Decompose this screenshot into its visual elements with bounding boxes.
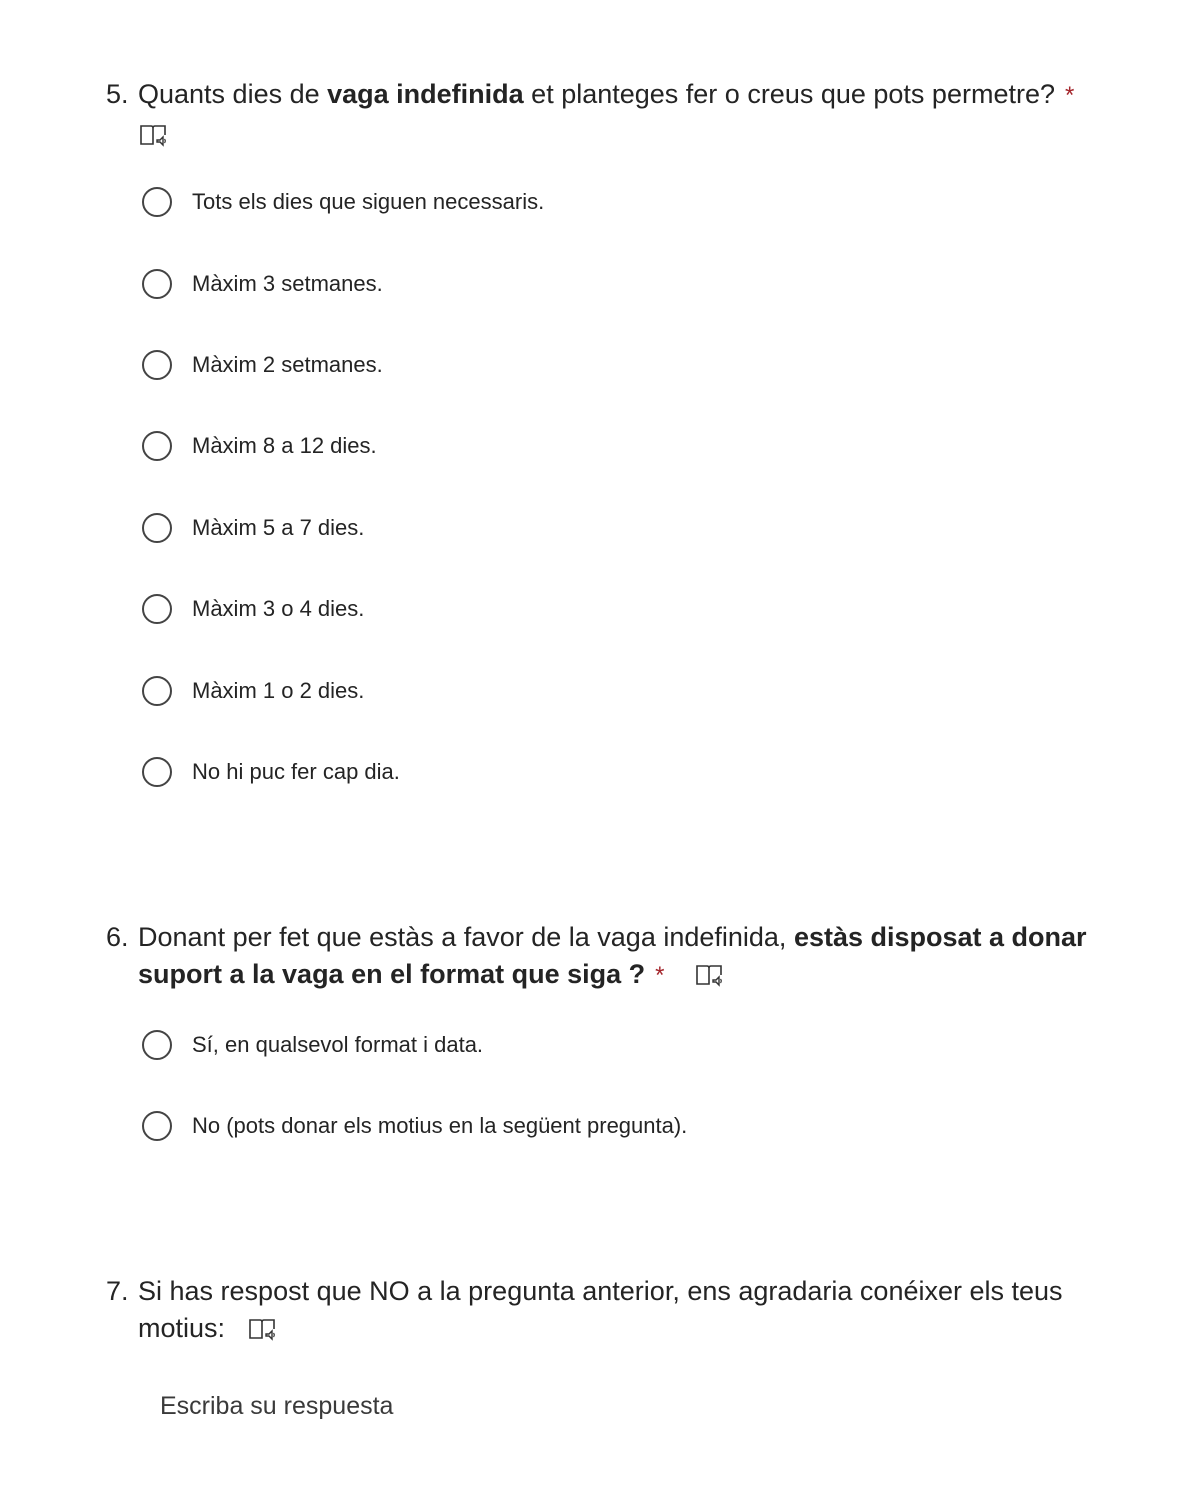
radio-option[interactable]	[142, 1106, 687, 1146]
question-number: 5.	[106, 79, 129, 109]
radio-option-label: Màxim 3 o 4 dies.	[192, 596, 365, 621]
radio-option-label: Màxim 3 setmanes.	[192, 271, 383, 296]
radio-button[interactable]	[142, 1111, 172, 1141]
question-number: 7.	[106, 1276, 129, 1306]
radio-button[interactable]	[142, 1030, 172, 1060]
radio-button[interactable]	[142, 513, 172, 543]
question-6	[106, 919, 1136, 994]
radio-option[interactable]	[142, 345, 383, 385]
required-asterisk: *	[1064, 82, 1075, 109]
radio-option[interactable]	[142, 508, 364, 548]
question-7-title	[106, 1273, 1136, 1347]
radio-option[interactable]	[142, 1025, 483, 1065]
immersive-reader-icon[interactable]	[694, 962, 724, 990]
question-text	[138, 922, 1087, 989]
radio-option-label: Sí, en qualsevol format i data.	[192, 1032, 484, 1057]
radio-option[interactable]	[142, 752, 400, 792]
radio-button[interactable]	[142, 269, 172, 299]
radio-button[interactable]	[142, 431, 172, 461]
radio-option-label: No (pots donar els motius en la següent pregunta).	[192, 1113, 688, 1138]
question-text-bold: vaga indefinida	[327, 79, 524, 109]
radio-option-label: Màxim 2 setmanes.	[192, 352, 383, 377]
question-text-part: Quants dies de	[138, 79, 328, 109]
radio-option-label: Tots els dies que siguen necessaris.	[192, 189, 545, 214]
radio-option-label: No hi puc fer cap dia.	[192, 759, 400, 784]
radio-option[interactable]	[142, 182, 544, 222]
radio-button[interactable]	[142, 594, 172, 624]
radio-option[interactable]	[142, 426, 377, 466]
radio-option[interactable]	[142, 671, 364, 711]
question-text	[138, 79, 1055, 109]
radio-option-label: Màxim 8 a 12 dies.	[192, 433, 377, 458]
question-text-part: Donant per fet que estàs a favor de la vaga indefinida,	[138, 922, 794, 952]
question-text-part: et planteges fer o creus que pots permetre?	[523, 79, 1055, 109]
radio-button[interactable]	[142, 187, 172, 217]
question-5-title	[106, 76, 1136, 151]
radio-option[interactable]	[142, 264, 383, 304]
radio-option-label: Màxim 1 o 2 dies.	[192, 678, 365, 703]
question-text: Si has respost que NO a la pregunta anterior, ens agradaria conéixer els teus motius:	[138, 1276, 1063, 1343]
radio-option[interactable]	[142, 589, 364, 629]
question-number: 6.	[106, 922, 129, 952]
required-asterisk: *	[655, 962, 665, 989]
question-6-title	[106, 919, 1136, 994]
radio-button[interactable]	[142, 676, 172, 706]
question-text-bold: estàs disposat a donar suport a la vaga en el format que siga ?	[138, 922, 1087, 989]
immersive-reader-icon[interactable]	[138, 122, 168, 150]
question-7	[106, 1273, 1136, 1347]
immersive-reader-icon[interactable]	[247, 1316, 277, 1344]
radio-button[interactable]	[142, 757, 172, 787]
radio-button[interactable]	[142, 350, 172, 380]
radio-option-label: Màxim 5 a 7 dies.	[192, 515, 365, 540]
question-5	[106, 76, 1136, 151]
answer-text-input[interactable]	[148, 1384, 1108, 1428]
